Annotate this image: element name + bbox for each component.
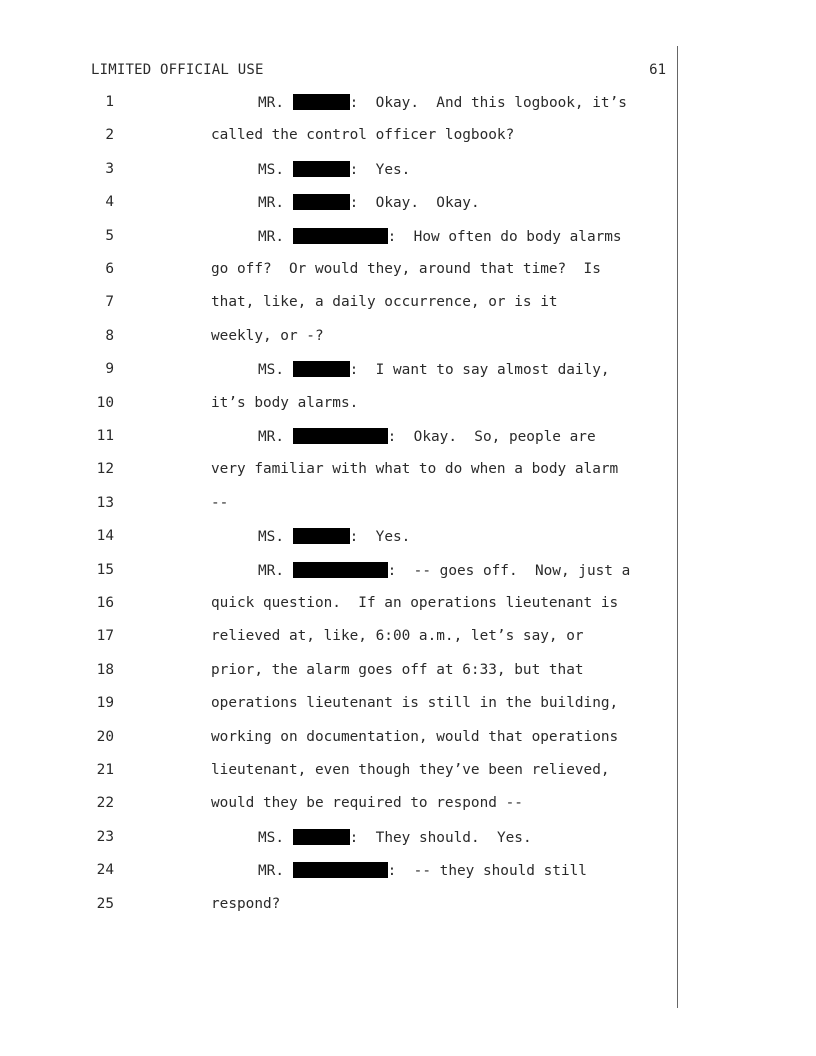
line-number: 15 bbox=[96, 561, 114, 578]
utterance-text: : Yes. bbox=[349, 161, 411, 178]
speaker-line bbox=[258, 228, 622, 245]
speaker-line bbox=[258, 194, 480, 211]
transcript-line bbox=[0, 294, 816, 316]
speaker-label: MR. bbox=[258, 95, 284, 111]
utterance-text: called the control officer logbook? bbox=[211, 127, 515, 144]
line-text bbox=[211, 328, 324, 344]
utterance-text: operations lieutenant is still in the building, bbox=[211, 695, 619, 712]
redaction-bar bbox=[293, 228, 388, 244]
transcript-line bbox=[0, 795, 816, 817]
transcript-line bbox=[0, 328, 816, 350]
utterance-text: very familiar with what to do when a body alarm bbox=[211, 461, 619, 478]
transcript-line bbox=[0, 161, 816, 183]
line-number: 22 bbox=[96, 795, 114, 812]
line-number: 14 bbox=[96, 528, 114, 545]
utterance-text: : Okay. Okay. bbox=[349, 195, 480, 212]
speaker-label: MR. bbox=[258, 562, 284, 579]
speaker-label: MR. bbox=[258, 228, 284, 245]
line-number: 2 bbox=[105, 127, 114, 144]
utterance-text: : -- they should still bbox=[387, 863, 587, 880]
line-number: 25 bbox=[96, 895, 114, 912]
transcript-line bbox=[0, 896, 816, 918]
transcript-line bbox=[0, 695, 816, 717]
transcript-line bbox=[0, 228, 816, 250]
line-number: 9 bbox=[105, 361, 114, 378]
utterance-text: respond? bbox=[211, 895, 281, 912]
transcript-line bbox=[0, 94, 816, 116]
utterance-text: : -- goes off. Now, just a bbox=[387, 562, 631, 579]
transcript-line bbox=[0, 628, 816, 650]
speaker-line bbox=[258, 428, 596, 445]
speaker-label: MR. bbox=[258, 863, 284, 880]
line-text bbox=[211, 695, 618, 711]
speaker-label: MS. bbox=[258, 161, 284, 178]
line-number: 17 bbox=[96, 628, 114, 645]
line-text bbox=[211, 395, 358, 411]
transcript-line bbox=[0, 862, 816, 884]
redaction-bar bbox=[293, 528, 350, 544]
utterance-text: : Yes. bbox=[349, 529, 411, 546]
redaction-bar bbox=[293, 862, 388, 878]
line-number: 23 bbox=[96, 828, 114, 845]
speaker-label: MS. bbox=[258, 362, 284, 379]
utterance-text: : How often do body alarms bbox=[387, 228, 622, 245]
line-text bbox=[211, 762, 610, 778]
transcript-line bbox=[0, 127, 816, 149]
speaker-line bbox=[258, 862, 587, 879]
utterance-text: : Okay. And this logbook, it’s bbox=[349, 95, 627, 111]
utterance-text: go off? Or would they, around that time? Is bbox=[211, 261, 601, 277]
utterance-text: lieutenant, even though they’ve been relieved, bbox=[211, 762, 610, 778]
utterance-text: -- bbox=[211, 494, 229, 511]
utterance-text: : Okay. So, people are bbox=[387, 429, 596, 445]
line-text bbox=[211, 729, 618, 745]
utterance-text: : They should. Yes. bbox=[349, 829, 532, 846]
line-number: 24 bbox=[96, 862, 114, 879]
speaker-label: MS. bbox=[258, 529, 284, 546]
transcript-line bbox=[0, 361, 816, 383]
speaker-line bbox=[258, 94, 627, 111]
speaker-line bbox=[258, 829, 532, 846]
line-number: 4 bbox=[105, 194, 114, 211]
line-number: 16 bbox=[96, 595, 114, 611]
line-text bbox=[211, 662, 584, 678]
transcript-line bbox=[0, 194, 816, 216]
line-text bbox=[211, 896, 280, 912]
transcript-line bbox=[0, 662, 816, 684]
utterance-text: that, like, a daily occurrence, or is it bbox=[211, 294, 558, 311]
speaker-line bbox=[258, 161, 410, 178]
redaction-bar bbox=[293, 829, 350, 845]
speaker-label: MS. bbox=[258, 829, 284, 846]
transcript-line bbox=[0, 528, 816, 550]
line-number: 7 bbox=[105, 294, 114, 311]
transcript-line bbox=[0, 261, 816, 283]
line-number: 1 bbox=[105, 94, 114, 110]
line-text bbox=[211, 595, 618, 611]
line-number: 21 bbox=[96, 762, 114, 778]
line-text bbox=[211, 495, 228, 511]
line-number: 20 bbox=[96, 728, 114, 745]
line-text bbox=[211, 461, 618, 477]
line-number: 12 bbox=[96, 461, 114, 478]
redaction-bar bbox=[293, 428, 388, 444]
speaker-line bbox=[258, 361, 610, 378]
utterance-text: would they be required to respond -- bbox=[211, 795, 523, 812]
line-number: 10 bbox=[96, 394, 114, 411]
utterance-text: : I want to say almost daily, bbox=[349, 362, 610, 379]
transcript-line bbox=[0, 729, 816, 751]
line-number: 6 bbox=[105, 261, 114, 277]
line-number: 19 bbox=[96, 695, 114, 712]
line-number: 13 bbox=[96, 494, 114, 511]
transcript-line bbox=[0, 428, 816, 450]
utterance-text: relieved at, like, 6:00 a.m., let’s say, or bbox=[211, 628, 584, 645]
speaker-line bbox=[258, 562, 630, 579]
speaker-label: MR. bbox=[258, 429, 284, 445]
redaction-bar bbox=[293, 94, 350, 110]
line-text bbox=[211, 127, 514, 143]
transcript-line bbox=[0, 395, 816, 417]
utterance-text: it’s body alarms. bbox=[211, 394, 359, 411]
line-number: 8 bbox=[105, 327, 114, 344]
transcript-line bbox=[0, 595, 816, 617]
redaction-bar bbox=[293, 562, 388, 578]
transcript-line bbox=[0, 562, 816, 584]
transcript-line bbox=[0, 762, 816, 784]
line-text bbox=[211, 628, 584, 644]
line-number: 3 bbox=[105, 160, 114, 177]
redaction-bar bbox=[293, 361, 350, 377]
redaction-bar bbox=[293, 194, 350, 210]
line-number: 5 bbox=[105, 227, 114, 244]
page-number: 61 bbox=[649, 62, 666, 78]
transcript-line bbox=[0, 461, 816, 483]
utterance-text: weekly, or -? bbox=[211, 327, 324, 344]
line-number: 11 bbox=[96, 428, 114, 444]
header-classification: LIMITED OFFICIAL USE bbox=[91, 62, 264, 78]
speaker-line bbox=[258, 528, 410, 545]
transcript-line bbox=[0, 829, 816, 851]
line-text bbox=[211, 795, 523, 811]
line-text bbox=[211, 294, 558, 310]
utterance-text: quick question. If an operations lieutenant is bbox=[211, 595, 619, 611]
line-number: 18 bbox=[96, 661, 114, 678]
transcript-line bbox=[0, 495, 816, 517]
utterance-text: prior, the alarm goes off at 6:33, but that bbox=[211, 661, 584, 678]
redaction-bar bbox=[293, 161, 350, 177]
utterance-text: working on documentation, would that operations bbox=[211, 728, 619, 745]
line-text bbox=[211, 261, 601, 277]
speaker-label: MR. bbox=[258, 195, 284, 212]
